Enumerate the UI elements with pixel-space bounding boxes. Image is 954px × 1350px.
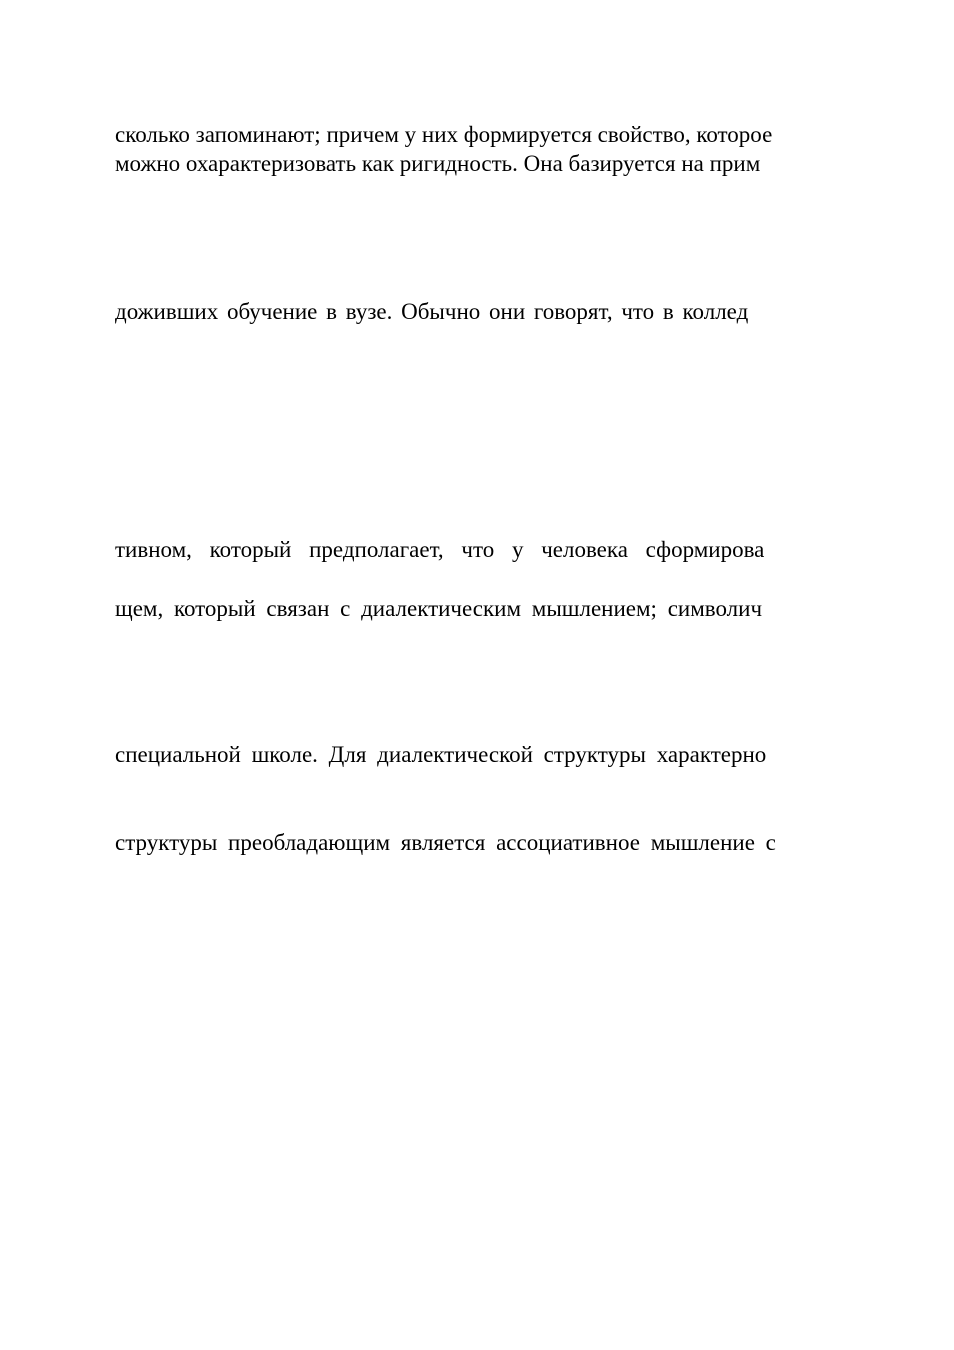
text-line: щем, который связан с диалектическим мышлением; символич	[115, 596, 763, 621]
text-line: специальной школе. Для диалектической структуры характерно	[115, 742, 767, 767]
text-line: можно охарактеризовать как ригидность. Она базируется на прим	[115, 151, 761, 176]
text-line: доживших обучение в вузе. Обычно они говорят, что в коллед	[115, 299, 749, 324]
text-line: структуры преобладающим является ассоциативное мышление с	[115, 830, 776, 855]
text-line: сколько запоминают; причем у них формируется свойство, которое	[115, 122, 773, 147]
text-line: тивном, который предполагает, что у человека сформирова	[115, 537, 765, 562]
